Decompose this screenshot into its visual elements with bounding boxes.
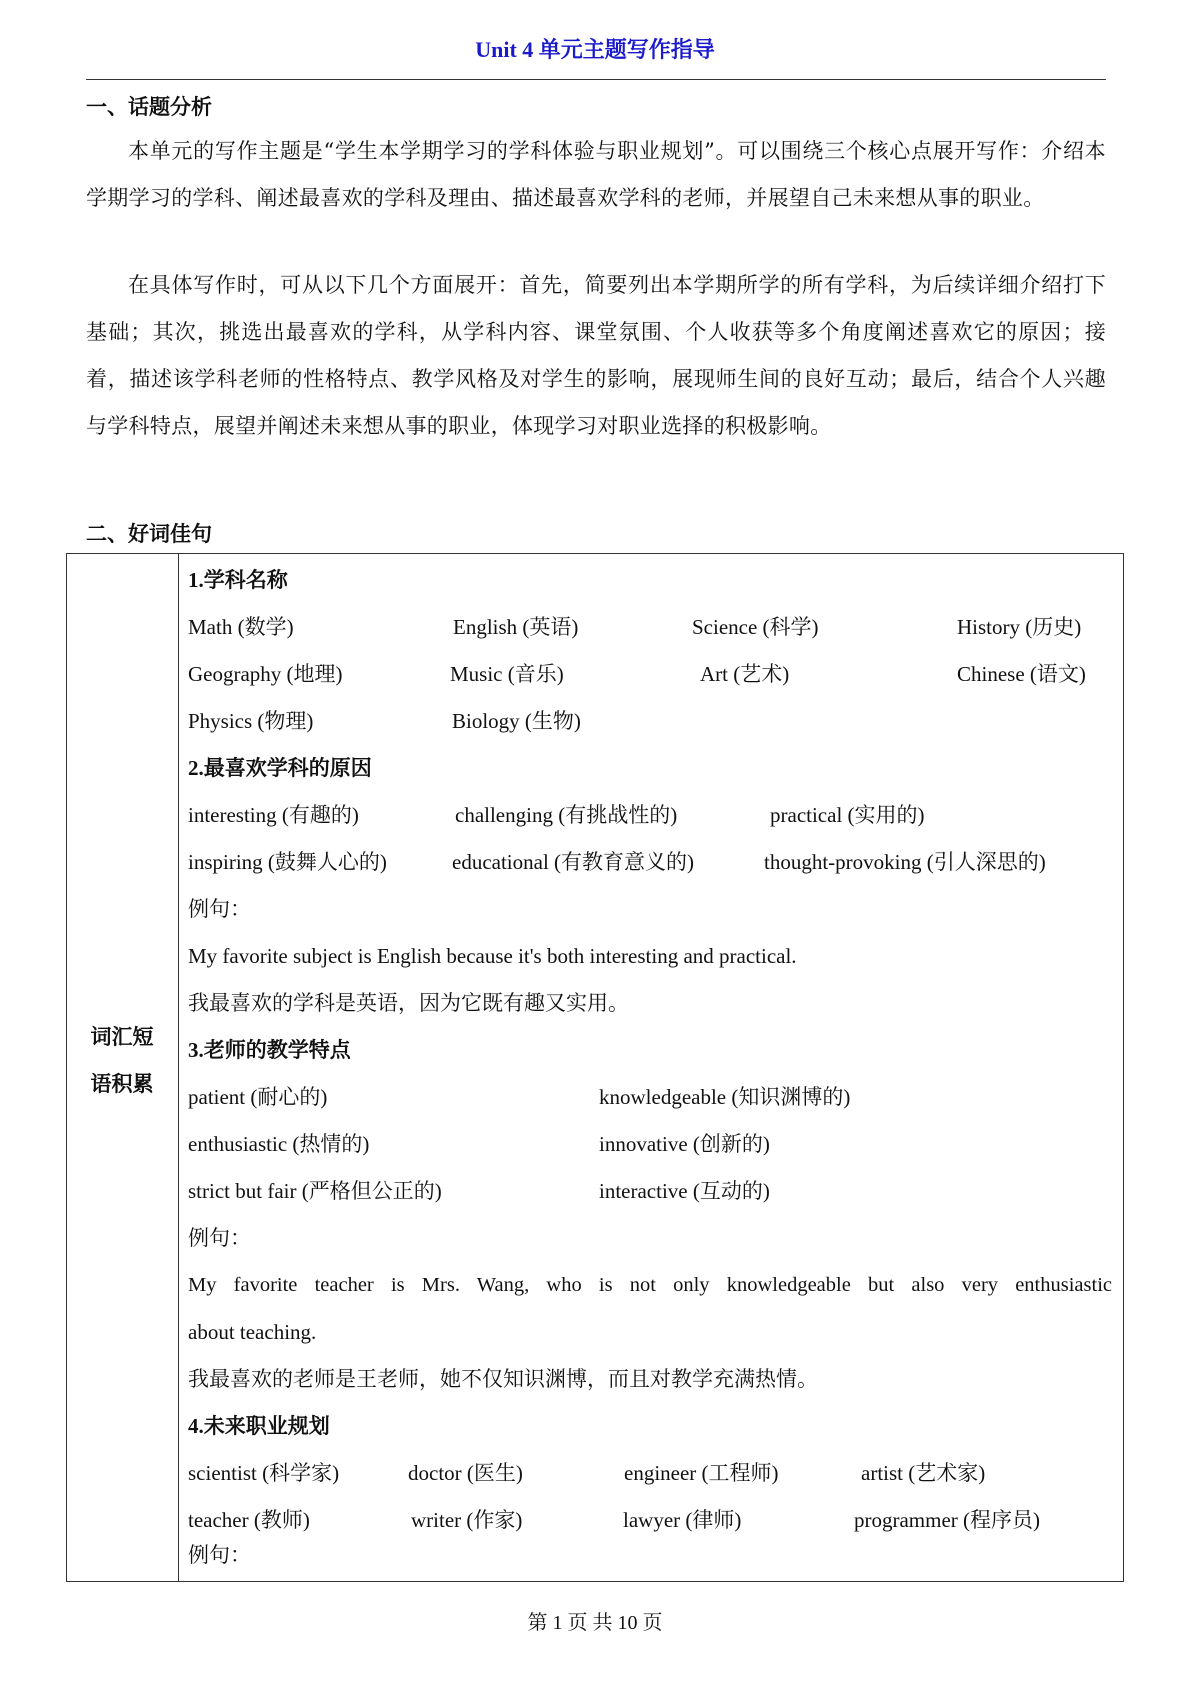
reasons-example-label: 例句： bbox=[188, 897, 251, 921]
teacher-row bbox=[188, 1168, 1113, 1215]
career-item: teacher (教师) bbox=[188, 1508, 310, 1532]
page-number-footer: 第 1 页 共 10 页 bbox=[527, 1612, 663, 1634]
career-item: writer (作家) bbox=[411, 1508, 523, 1532]
topic-paragraph-1: 本单元的写作主题是“学生本学期学习的学科体验与职业规划”。可以围绕三个核心点展开写作：介绍本学期学习的学科、阐述最喜欢的学科及理由、描述最喜欢学科的老师，并展望自己未来想从事的职业。 bbox=[86, 139, 1106, 210]
subjects-row bbox=[188, 604, 1113, 651]
teacher-trait-item: strict but fair (严格但公正的) bbox=[188, 1179, 442, 1203]
career-heading: 4.未来职业规划 bbox=[188, 1414, 330, 1438]
section-heading-good-words: 二、好词佳句 bbox=[86, 522, 212, 546]
vocabulary-table-label-cell bbox=[67, 554, 179, 1581]
section-heading-topic-analysis: 一、话题分析 bbox=[86, 95, 212, 119]
subject-item: English (英语) bbox=[453, 615, 579, 639]
career-item: scientist (科学家) bbox=[188, 1461, 340, 1485]
vocabulary-table-label: 词汇短 语积累 bbox=[90, 1025, 154, 1096]
reasons-heading: 2.最喜欢学科的原因 bbox=[188, 756, 372, 780]
career-example-label: 例句： bbox=[188, 1543, 251, 1567]
document-title: Unit 4 单元主题写作指导 bbox=[475, 37, 715, 62]
teacher-example-english-continued: about teaching. bbox=[188, 1320, 317, 1344]
teacher-trait-item: enthusiastic (热情的) bbox=[188, 1132, 370, 1156]
teacher-trait-item: patient (耐心的) bbox=[188, 1085, 328, 1109]
teacher-example-label: 例句： bbox=[188, 1226, 251, 1250]
teacher-trait-item: interactive (互动的) bbox=[599, 1179, 770, 1203]
career-item: engineer (工程师) bbox=[624, 1461, 779, 1485]
teacher-trait-item: innovative (创新的) bbox=[599, 1132, 770, 1156]
subjects-row bbox=[188, 698, 1113, 745]
reason-item: educational (有教育意义的) bbox=[452, 850, 695, 874]
vocabulary-table-content-cell bbox=[188, 554, 1113, 1581]
teacher-trait-item: knowledgeable (知识渊博的) bbox=[599, 1085, 851, 1109]
header-divider bbox=[86, 79, 1106, 80]
teacher-row bbox=[188, 1121, 1113, 1168]
subject-item: Math (数学) bbox=[188, 615, 294, 639]
reasons-row bbox=[188, 839, 1113, 886]
subject-item: Music (音乐) bbox=[450, 662, 564, 686]
vocabulary-table bbox=[66, 553, 1124, 1582]
subject-item: Geography (地理) bbox=[188, 662, 343, 686]
subject-item: Art (艺术) bbox=[700, 662, 790, 686]
subject-item: History (历史) bbox=[957, 615, 1082, 639]
reason-item: challenging (有挑战性的) bbox=[455, 803, 678, 827]
career-item: lawyer (律师) bbox=[623, 1508, 742, 1532]
topic-paragraph-2: 在具体写作时，可从以下几个方面展开：首先，简要列出本学期所学的所有学科，为后续详细介绍打下基础；其次，挑选出最喜欢的学科，从学科内容、课堂氛围、个人收获等多个角度阐述喜欢它的原因；接着，描述该学科老师的性格特点、教学风格及对学生的影响，展现师生间的良好互动；最后，结合个人兴趣与学科特点，展望并阐述未来想从事的职业，体现学习对职业选择的积极影响。 bbox=[86, 273, 1106, 438]
reason-item: practical (实用的) bbox=[770, 803, 925, 827]
career-item: programmer (程序员) bbox=[854, 1508, 1041, 1532]
reason-item: inspiring (鼓舞人心的) bbox=[188, 850, 387, 874]
career-row bbox=[188, 1450, 1113, 1497]
subjects-row bbox=[188, 651, 1113, 698]
reason-item: thought-provoking (引人深思的) bbox=[764, 850, 1046, 874]
teacher-heading: 3.老师的教学特点 bbox=[188, 1038, 351, 1062]
subject-item: Science (科学) bbox=[692, 615, 819, 639]
subjects-heading: 1.学科名称 bbox=[188, 568, 288, 592]
reasons-example-chinese: 我最喜欢的学科是英语，因为它既有趣又实用。 bbox=[188, 991, 629, 1015]
reasons-row bbox=[188, 792, 1113, 839]
career-item: artist (艺术家) bbox=[861, 1461, 986, 1485]
teacher-example-english: My favorite teacher is Mrs. Wang, who is not only knowledgeable but also very enthusiastic bbox=[188, 1274, 1112, 1296]
reasons-example-english: My favorite subject is English because it's both interesting and practical. bbox=[188, 944, 797, 968]
teacher-example-chinese: 我最喜欢的老师是王老师，她不仅知识渊博，而且对教学充满热情。 bbox=[188, 1367, 818, 1391]
career-item: doctor (医生) bbox=[408, 1461, 523, 1485]
subject-item: Chinese (语文) bbox=[957, 662, 1086, 686]
subject-item: Physics (物理) bbox=[188, 709, 314, 733]
teacher-row bbox=[188, 1074, 1113, 1121]
reason-item: interesting (有趣的) bbox=[188, 803, 359, 827]
subject-item: Biology (生物) bbox=[452, 709, 581, 733]
